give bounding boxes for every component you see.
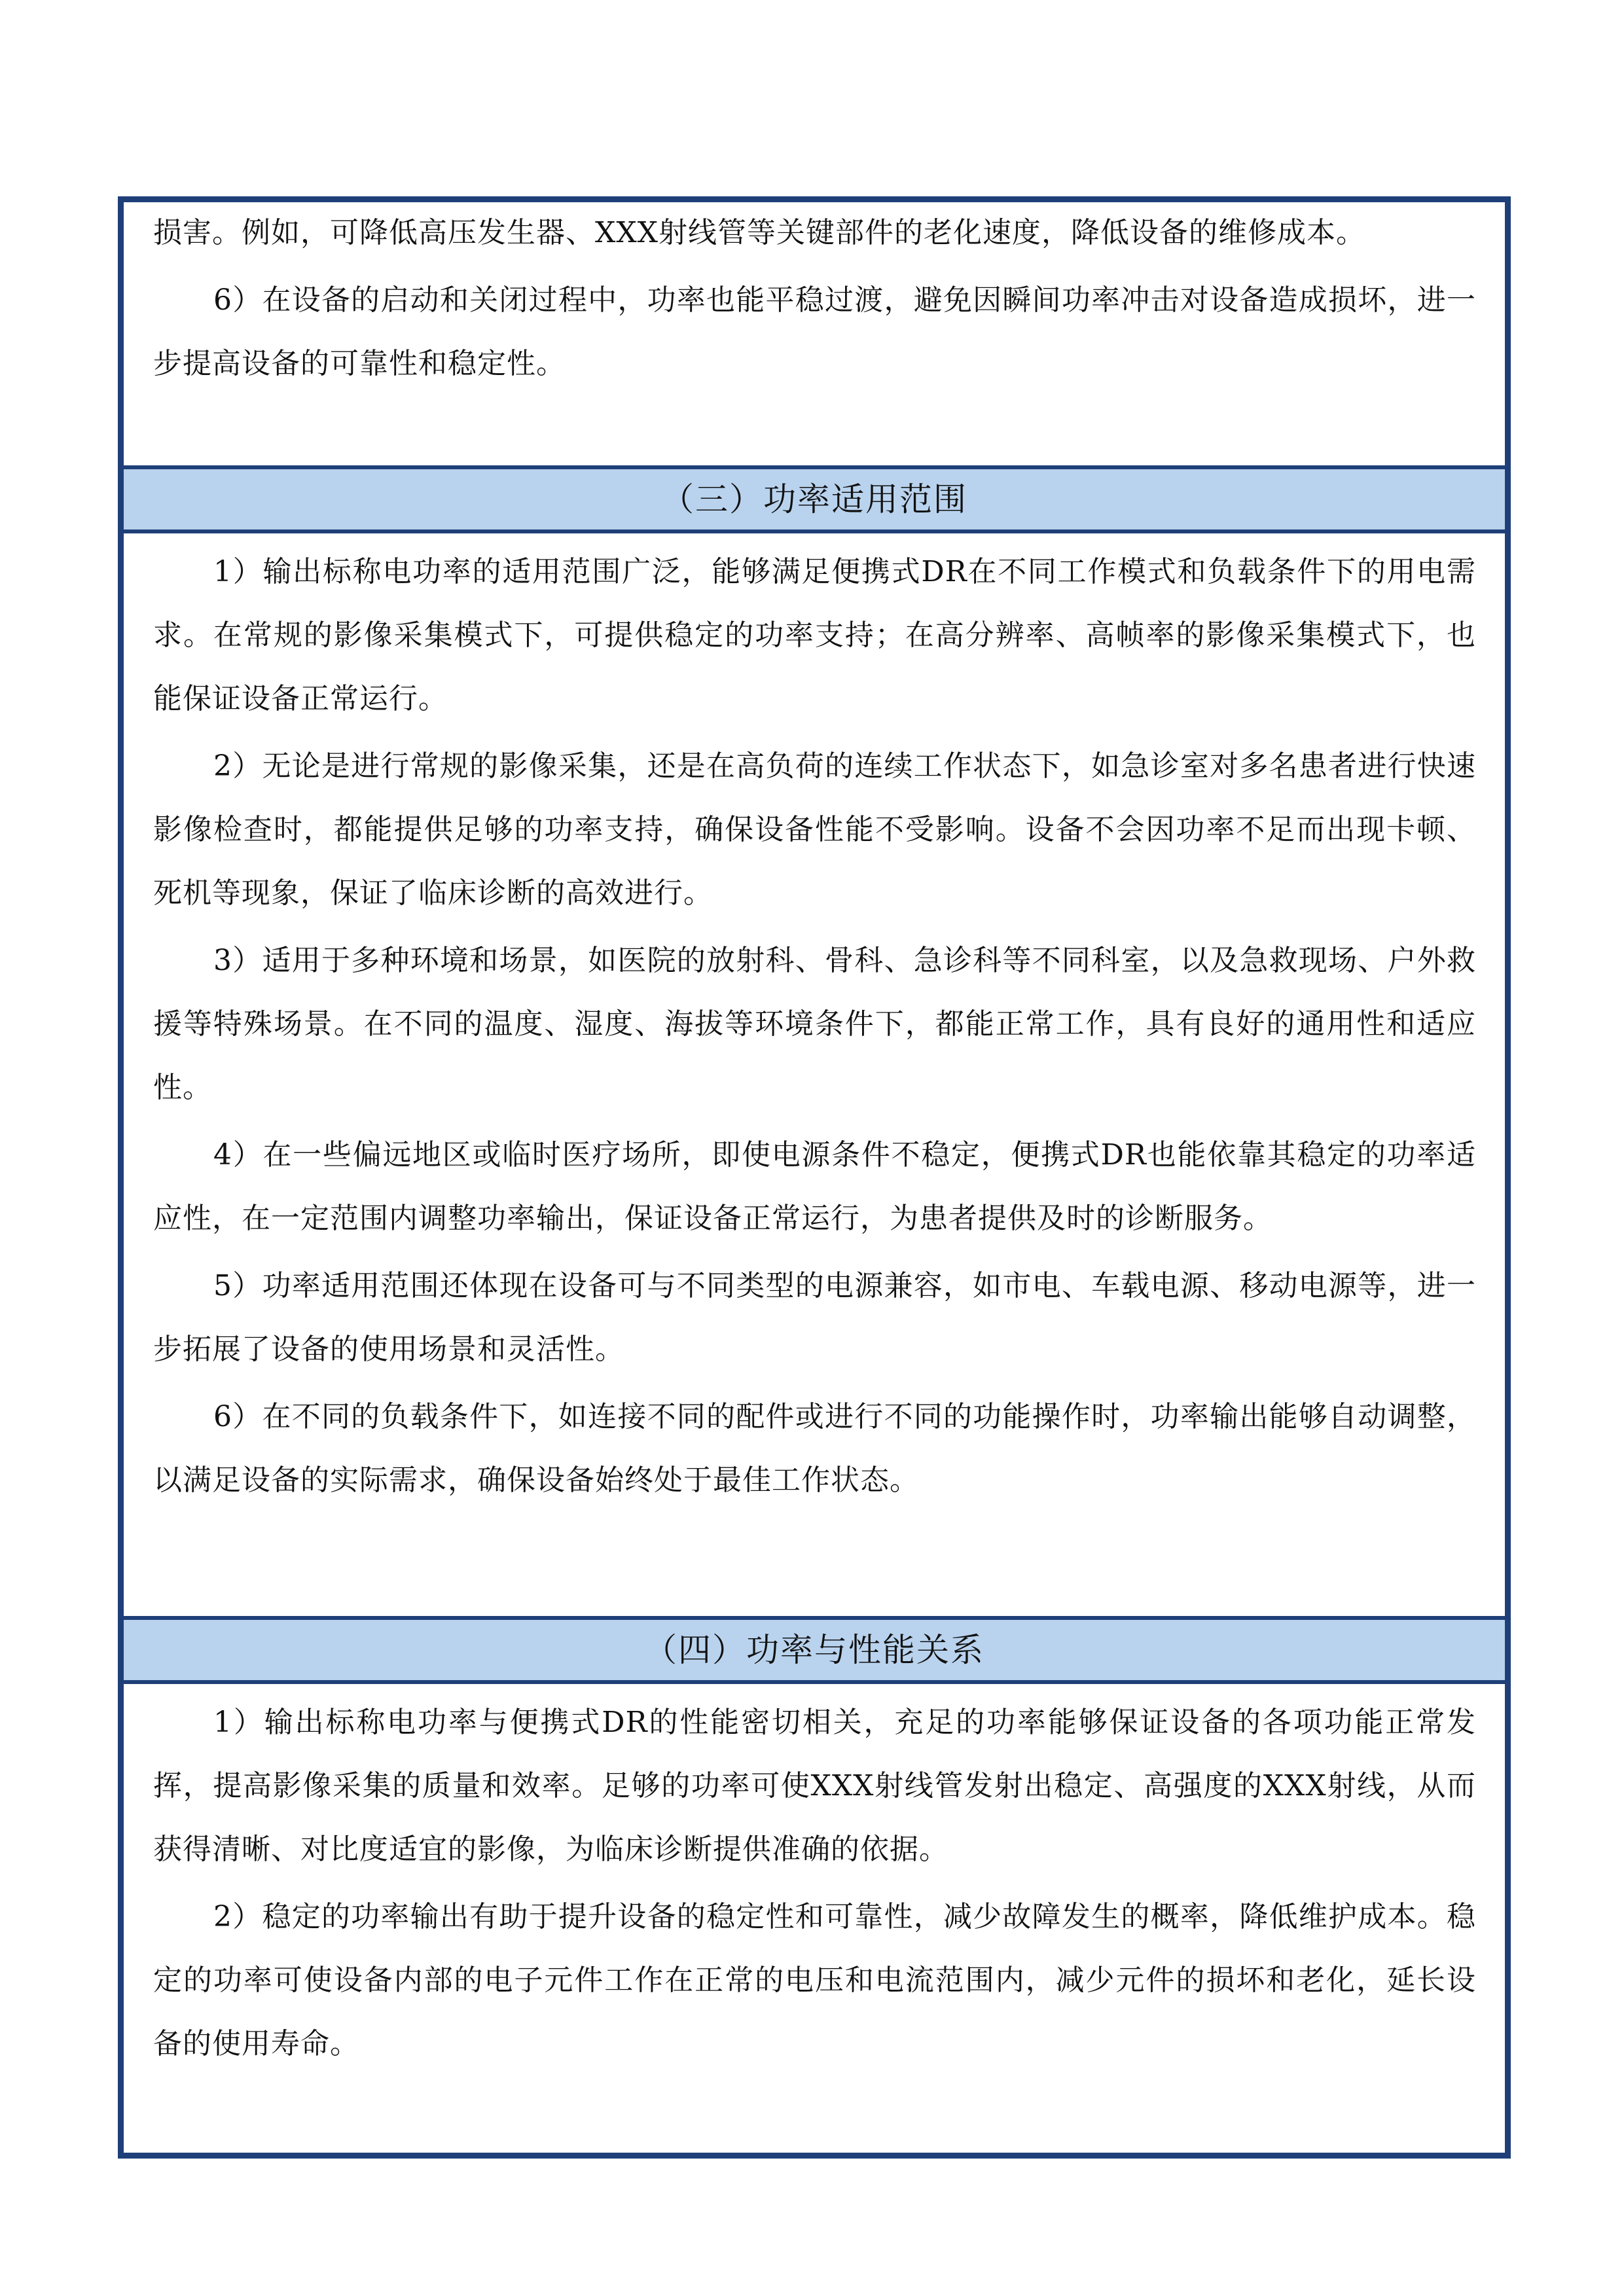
document-body <box>124 202 1505 2153</box>
section-4-paragraph-2: 2）稳定的功率输出有助于提升设备的稳定性和可靠性，减少故障发生的概率，降低维护成本。稳定的功率可使设备内部的电子元件工作在正常的电压和电流范围内，减少元件的损坏和老化，延长设备的使用寿命。 <box>153 1900 1476 2060</box>
section-body-4 <box>124 1691 1505 2075</box>
section-header-3: （三）功率适用范围 <box>124 465 1505 533</box>
document-frame <box>118 196 1511 2159</box>
section-3-paragraph-1: 1）输出标称电功率的适用范围广泛，能够满足便携式DR在不同工作模式和负载条件下的用电需求。在常规的影像采集模式下，可提供稳定的功率支持；在高分辨率、高帧率的影像采集模式下，也能保证设备正常运行。 <box>153 555 1476 715</box>
section-3-paragraph-5: 5）功率适用范围还体现在设备可与不同类型的电源兼容，如市电、车载电源、移动电源等，进一步拓展了设备的使用场景和灵活性。 <box>153 1269 1476 1366</box>
section-body-3 <box>124 540 1505 1512</box>
intro-paragraph-2: 6）在设备的启动和关闭过程中，功率也能平稳过渡，避免因瞬间功率冲击对设备造成损坏，进一步提高设备的可靠性和稳定性。 <box>153 283 1476 380</box>
section-3-paragraph-6: 6）在不同的负载条件下，如连接不同的配件或进行不同的功能操作时，功率输出能够自动调整，以满足设备的实际需求，确保设备始终处于最佳工作状态。 <box>153 1400 1476 1497</box>
section-3-paragraph-2: 2）无论是进行常规的影像采集，还是在高负荷的连续工作状态下，如急诊室对多名患者进行快速影像检查时，都能提供足够的功率支持，确保设备性能不受影响。设备不会因功率不足而出现卡顿、死机等现象，保证了临床诊断的高效进行。 <box>153 749 1476 910</box>
section-4-paragraph-1: 1）输出标称电功率与便携式DR的性能密切相关，充足的功率能够保证设备的各项功能正常发挥，提高影像采集的质量和效率。足够的功率可使XXX射线管发射出稳定、高强度的XXX射线，从而获得清晰、对比度适宜的影像，为临床诊断提供准确的依据。 <box>153 1706 1476 1866</box>
intro-block <box>124 201 1505 395</box>
section-3-paragraph-3: 3）适用于多种环境和场景，如医院的放射科、骨科、急诊科等不同科室，以及急救现场、户外救援等特殊场景。在不同的温度、湿度、海拔等环境条件下，都能正常工作，具有良好的通用性和适应性。 <box>153 944 1476 1104</box>
section-header-4: （四）功率与性能关系 <box>124 1616 1505 1684</box>
section-3-paragraph-4: 4）在一些偏远地区或临时医疗场所，即使电源条件不稳定，便携式DR也能依靠其稳定的功率适应性，在一定范围内调整功率输出，保证设备正常运行，为患者提供及时的诊断服务。 <box>153 1138 1476 1235</box>
intro-paragraph-1: 损害。例如，可降低高压发生器、XXX射线管等关键部件的老化速度，降低设备的维修成本。 <box>153 216 1365 249</box>
